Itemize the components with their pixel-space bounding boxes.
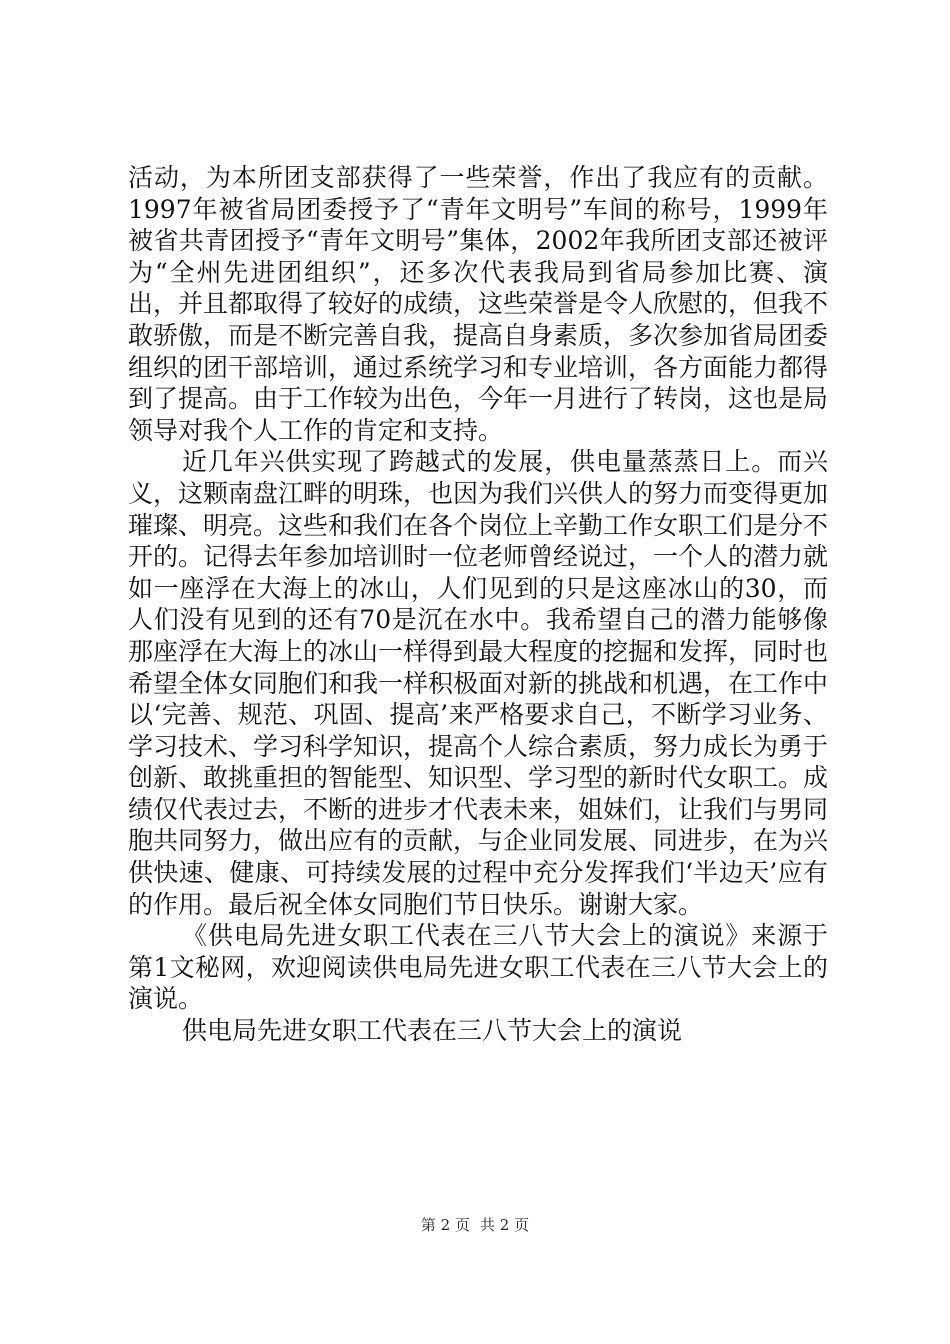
paragraph-title-repeat: 供电局先进女职工代表在三八节大会上的演说 <box>182 1016 683 1046</box>
page-number: 第 2 页 <box>420 1216 470 1234</box>
paragraph-honors: 活动，为本所团支部获得了一些荣誉，作出了我应有的贡献。1997年被省局团委授予了“青年文明号”车间的称号，1999年被省共青团授予“青年文明号”集体，2002年我所团支部还被评为“全州先进团组织”，还多次代表我局到省局参加比赛、演出，并且都取得了较好的成绩，这些荣誉是令人欣慰的，但我不敢骄傲，而是不断完善自我，提高自身素质，多次参加省局团委组织的团干部培训，通过系统学习和专业培训，各方面能力都得到了提高。由于工作较为出色，今年一月进行了转岗，这也是局领导对我个人工作的肯定和支持。 <box>128 163 829 445</box>
page-total: 共 2 页 <box>480 1216 530 1234</box>
paragraph-source-note: 《供电局先进女职工代表在三八节大会上的演说》来源于第1文秘网，欢迎阅读供电局先进女职工代表在三八节大会上的演说。 <box>128 921 828 1014</box>
document-body <box>128 162 828 1047</box>
page-footer <box>0 1214 950 1235</box>
paragraph-development: 近几年兴供实现了跨越式的发展，供电量蒸蒸日上。而兴义，这颗南盘江畔的明珠，也因为我们兴供人的努力而变得更加璀璨、明亮。这些和我们在各个岗位上辛勤工作女职工们是分不开的。记得去年参加培训时一位老师曾经说过，一个人的潜力就如一座浮在大海上的冰山，人们见到的只是这座冰山的30，而人们没有见到的还有70是沉在水中。我希望自己的潜力能够像那座浮在大海上的冰山一样得到最大程度的挖掘和发挥，同时也希望全体女同胞们和我一样积极面对新的挑战和机遇，在工作中以‘完善、规范、巩固、提高’来严格要求自己，不断学习业务、学习技术、学习科学知识，提高个人综合素质，努力成长为勇于创新、敢挑重担的智能型、知识型、学习型的新时代女职工。成绩仅代表过去，不断的进步才代表未来，姐妹们，让我们与男同胞共同努力，做出应有的贡献，与企业同发展、同进步，在为兴供快速、健康、可持续发展的过程中充分发挥我们‘半边天’应有的作用。最后祝全体女同胞们节日快乐。谢谢大家。 <box>128 447 829 919</box>
